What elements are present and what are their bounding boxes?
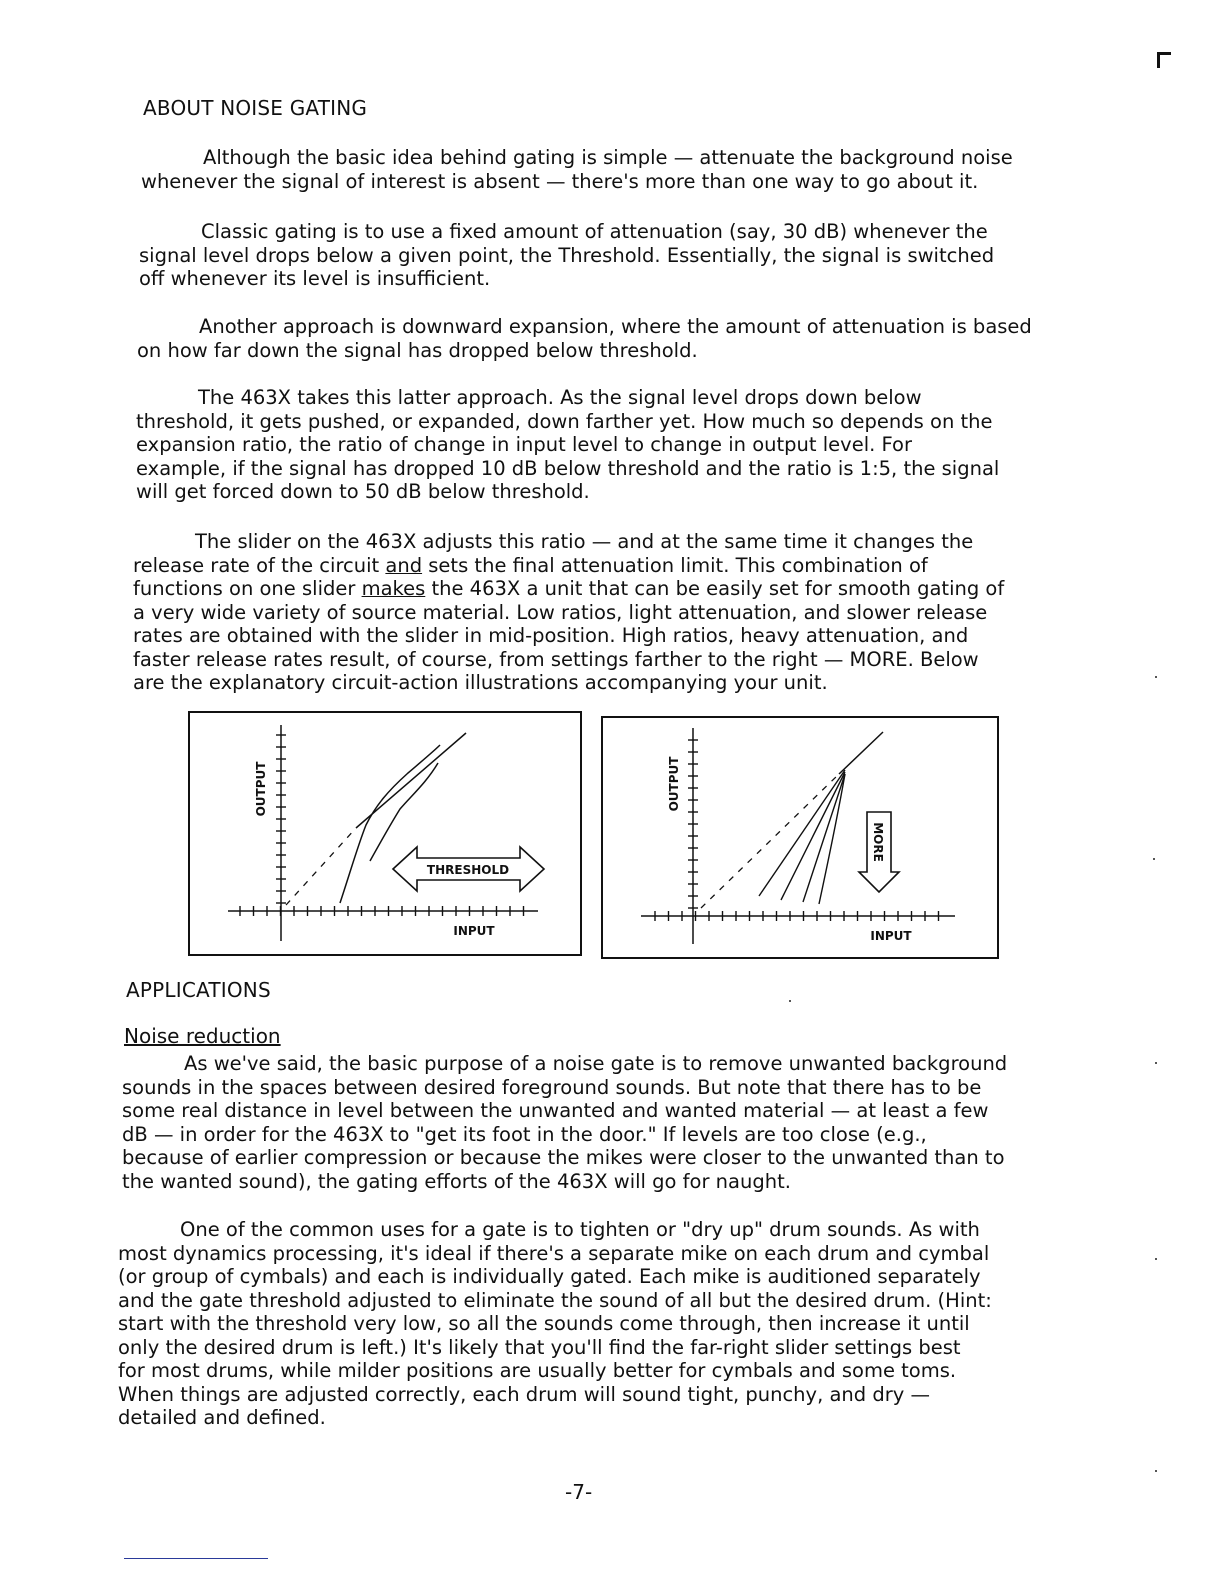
expansion-curve-2	[370, 763, 438, 861]
text-line: start with the threshold very low, so all the sounds come through, then increase it until	[118, 1312, 970, 1335]
figure-threshold	[188, 711, 582, 956]
text-line: threshold, it gets pushed, or expanded, down farther yet. How much so depends on the	[136, 409, 993, 433]
x-axis-label: INPUT	[870, 929, 912, 943]
figure-more	[601, 716, 999, 959]
section-heading-noise-gating: ABOUT NOISE GATING	[143, 96, 368, 120]
text-fragment: release rate of the circuit	[133, 553, 386, 577]
underlined-word-makes: makes	[361, 577, 426, 600]
text-line: and the gate threshold adjusted to eliminate the sound of all but the desired drum. (Hint:	[118, 1288, 992, 1312]
paragraph-drum-gating	[118, 1218, 992, 1430]
text-line: on how far down the signal has dropped below threshold.	[137, 338, 698, 362]
paragraph-basic-idea	[141, 146, 1013, 193]
scan-speck	[1155, 1470, 1157, 1472]
text-line: faster release rates result, of course, from settings farther to the right — MORE. Below	[133, 647, 979, 671]
text-line: most dynamics processing, it's ideal if there's a separate mike on each drum and cymbal	[118, 1241, 990, 1265]
more-label: MORE	[871, 822, 885, 862]
text-line: whenever the signal of interest is absent — there's more than one way to go about it.	[141, 169, 979, 193]
text-line: example, if the signal has dropped 10 dB below threshold and the ratio is 1:5, the signal	[136, 456, 1000, 480]
subheading-noise-reduction: Noise reduction	[124, 1024, 281, 1048]
paragraph-463x-approach	[136, 386, 999, 504]
text-fragment: the 463X a unit that can be easily set for smooth gating of	[425, 577, 1005, 600]
text-line: the wanted sound), the gating efforts of the 463X will go for naught.	[122, 1169, 791, 1193]
text-line: rates are obtained with the slider in mid-position. High ratios, heavy attenuation, and	[133, 624, 969, 647]
text-line: sounds in the spaces between desired foreground sounds. But note that there has to be	[122, 1075, 982, 1099]
footnote-rule	[124, 1558, 268, 1559]
paragraph-downward-expansion	[137, 315, 1032, 362]
text-line	[133, 554, 1004, 578]
text-line: As we've said, the basic purpose of a noise gate is to remove unwanted background	[184, 1052, 1008, 1075]
text-line: off whenever its level is insufficient.	[139, 267, 491, 290]
text-line: The 463X takes this latter approach. As the signal level drops down below	[198, 386, 922, 409]
text-line: only the desired drum is left.) It's likely that you'll find the far-right slider settings best	[118, 1335, 961, 1359]
text-line	[133, 577, 1004, 601]
scan-speck	[1153, 858, 1155, 860]
scan-speck	[1155, 676, 1157, 678]
text-line: The slider on the 463X adjusts this ratio — and at the same time it changes the	[195, 530, 974, 553]
more-diagram	[603, 718, 1001, 961]
threshold-label: THRESHOLD	[426, 863, 510, 877]
underlined-word-and: and	[385, 553, 423, 577]
text-fragment: sets the final attenuation limit. This combination of	[422, 553, 928, 577]
threshold-diagram	[190, 713, 584, 958]
text-line: One of the common uses for a gate is to tighten or "dry up" drum sounds. As with	[180, 1218, 980, 1241]
x-axis-label: INPUT	[453, 924, 495, 938]
y-axis-label: OUTPUT	[254, 761, 268, 817]
text-line: (or group of cymbals) and each is individually gated. Each mike is auditioned separately	[118, 1265, 981, 1288]
expansion-line-1	[759, 770, 845, 896]
text-line: Another approach is downward expansion, where the amount of attenuation is based	[199, 315, 1032, 338]
expansion-line-4	[819, 774, 845, 904]
paragraph-slider	[133, 530, 1004, 695]
text-line: detailed and defined.	[118, 1406, 326, 1429]
text-line: signal level drops below a given point, the Threshold. Essentially, the signal is switched	[139, 243, 995, 267]
paragraph-classic-gating	[139, 220, 994, 291]
text-line: Although the basic idea behind gating is simple — attenuate the background noise	[203, 146, 1013, 169]
expansion-line-2	[781, 772, 845, 900]
y-axis-label: OUTPUT	[667, 756, 681, 812]
unity-dashed-line	[286, 828, 356, 905]
scan-speck	[789, 1000, 791, 1002]
text-line: dB — in order for the 463X to "get its foot in the door." If levels are too close (e.g.,	[122, 1122, 927, 1146]
text-line: are the explanatory circuit-action illustrations accompanying your unit.	[133, 671, 828, 694]
text-line: expansion ratio, the ratio of change in input level to change in output level. For	[136, 433, 912, 456]
unity-dashed-line	[701, 774, 839, 908]
text-line: a very wide variety of source material. Low ratios, light attenuation, and slower release	[133, 600, 988, 624]
text-line: Classic gating is to use a fixed amount of attenuation (say, 30 dB) whenever the	[201, 220, 988, 243]
text-line: for most drums, while milder positions are usually better for cymbals and some toms.	[118, 1359, 957, 1382]
scan-speck	[1155, 1258, 1157, 1260]
section-heading-applications: APPLICATIONS	[126, 978, 271, 1002]
unity-solid-line	[839, 732, 883, 774]
text-line: because of earlier compression or because the mikes were closer to the unwanted than to	[122, 1146, 1005, 1169]
text-line: some real distance in level between the unwanted and wanted material — at least a few	[122, 1099, 989, 1122]
paragraph-noise-reduction	[122, 1052, 1007, 1193]
text-line: will get forced down to 50 dB below threshold.	[136, 480, 590, 503]
text-line: When things are adjusted correctly, each drum will sound tight, punchy, and dry —	[118, 1382, 930, 1406]
scan-speck	[1155, 1062, 1157, 1064]
text-fragment: functions on one slider	[133, 577, 362, 600]
corner-mark	[1157, 52, 1171, 68]
page-number: -7-	[565, 1480, 593, 1504]
